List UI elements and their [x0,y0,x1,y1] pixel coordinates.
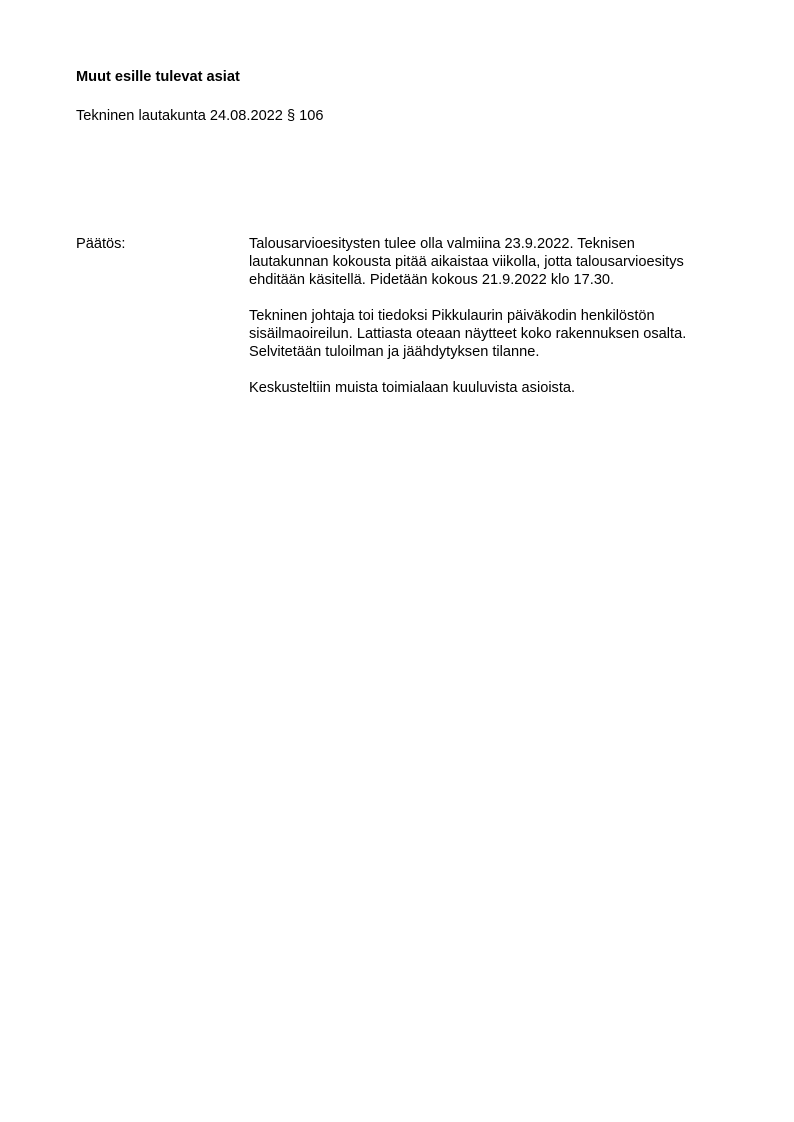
decision-paragraph-indoor-air [249,307,749,361]
paragraph-line: Selvitetään tuloilman ja jäähdytyksen tilanne. [249,344,540,360]
decision-paragraph-other-matters [249,379,749,397]
decision-label: Päätös: [76,236,126,252]
paragraph-line: sisäilmaoireilun. Lattiasta oteaan näytteet koko rakennuksen osalta. [249,326,687,342]
paragraph-line: lautakunnan kokousta pitää aikaistaa viikolla, jotta talousarvioesitys [249,254,684,270]
decision-body [249,235,749,415]
meeting-reference: Tekninen lautakunta 24.08.2022 § 106 [76,108,324,124]
section-heading: Muut esille tulevat asiat [76,69,240,85]
decision-paragraph-budget [249,235,749,289]
paragraph-line: Tekninen johtaja toi tiedoksi Pikkulaurin päiväkodin henkilöstön [249,308,655,324]
paragraph-line: Keskusteltiin muista toimialaan kuuluvista asioista. [249,380,576,396]
paragraph-line: Talousarvioesitysten tulee olla valmiina 23.9.2022. Teknisen [249,236,635,252]
paragraph-line: ehditään käsitellä. Pidetään kokous 21.9.2022 klo 17.30. [249,272,615,288]
